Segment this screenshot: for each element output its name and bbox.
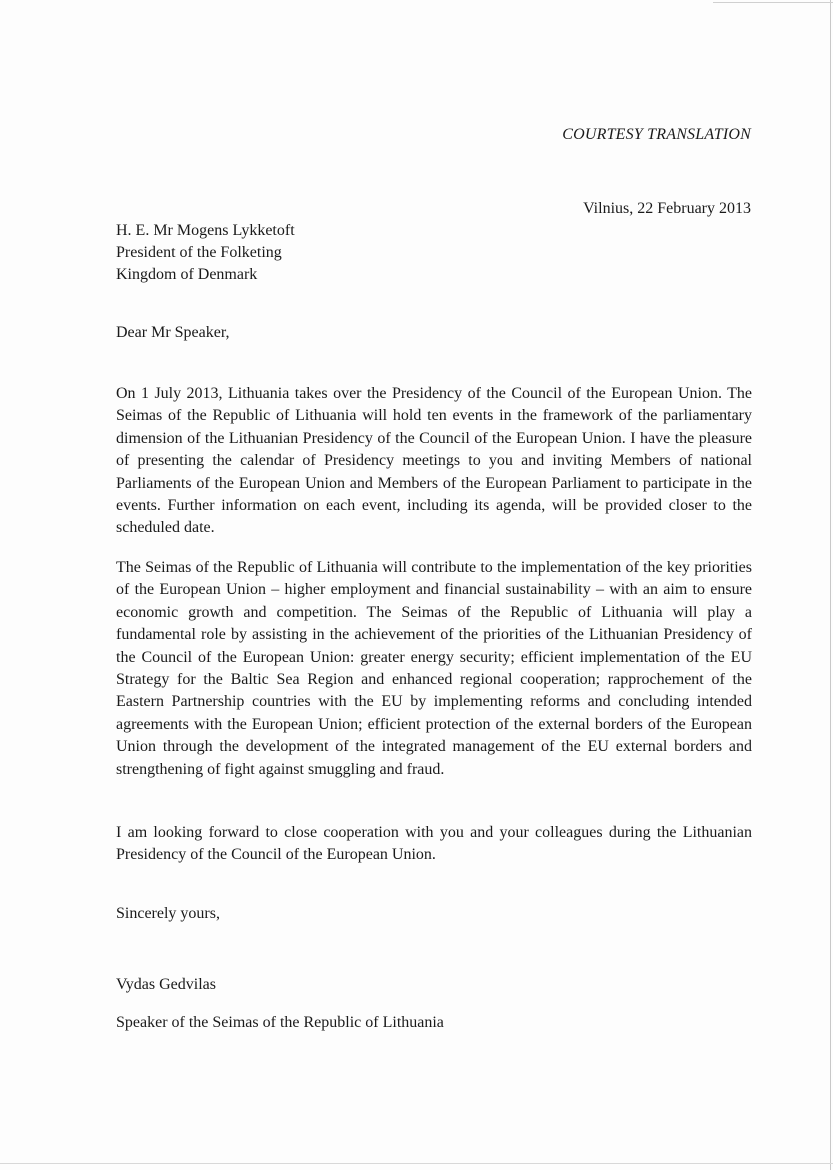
scan-edge-top — [713, 2, 833, 3]
body-paragraph-3: I am looking forward to close cooperation with you and your colleagues during the Lithuanian Presidency of the Council of the European Union. — [116, 824, 752, 864]
recipient-country: Kingdom of Denmark — [116, 266, 258, 283]
signer-title: Speaker of the Seimas of the Republic of Lithuania — [116, 1014, 444, 1031]
recipient-office: President of the Folketing — [116, 244, 282, 261]
salutation: Dear Mr Speaker, — [116, 324, 230, 341]
signer-name: Vydas Gedvilas — [116, 976, 216, 993]
body-paragraph-2: The Seimas of the Republic of Lithuania will contribute to the implementation of the key priorities of the European Union – higher employment and financial sustainability – with an aim to ensure economic growth and competition. The Seimas of the Republic of Lithuania will play a fundamental role by assisting in the achievement of the priorities of the Lithuanian Presidency of the Council of the European Union: greater energy security; efficient implementation of the EU Strategy for the Baltic Sea Region and enhanced regional cooperation; rapprochement of the Eastern Partnership countries with the EU by implementing reforms and concluding intended agreements with the European Union; efficient protection of the external borders of the European Union through the development of the integrated management of the EU external borders and strengthening of fight against smuggling and fraud. — [116, 559, 752, 778]
courtesy-translation-label: COURTESY TRANSLATION — [562, 126, 751, 143]
closing-phrase: Sincerely yours, — [116, 905, 220, 922]
scan-edge-bottom — [0, 1163, 833, 1164]
recipient-address — [116, 220, 295, 286]
place-date: Vilnius, 22 February 2013 — [583, 200, 751, 217]
body-paragraph-1: On 1 July 2013, Lithuania takes over the Presidency of the Council of the European Union. The Seimas of the Republic of Lithuania will hold ten events in the framework of the parliamentary dimension of the Lithuanian Presidency of the Council of the European Union. I have the pleasure of presenting the calendar of Presidency meetings to you and inviting Members of national Parliaments of the European Union and Members of the European Parliament to participate in the events. Further information on each event, including its agenda, will be provided closer to the scheduled date. — [116, 385, 752, 537]
recipient-name: H. E. Mr Mogens Lykketoft — [116, 222, 295, 239]
scan-edge-right — [830, 0, 831, 1170]
